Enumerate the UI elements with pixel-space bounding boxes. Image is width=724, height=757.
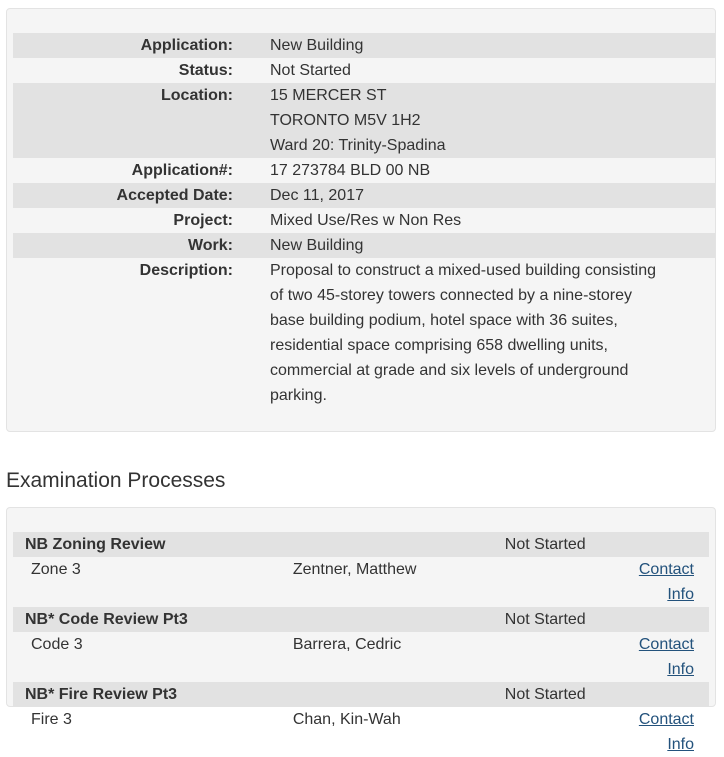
- description-line: Proposal to construct a mixed-used building consisting: [270, 262, 656, 279]
- detail-row-description: [13, 258, 715, 408]
- process-name: NB Zoning Review: [13, 532, 293, 557]
- process-zone: Code 3: [31, 636, 83, 653]
- process-detail-row: [13, 557, 709, 607]
- process-examiner: Zentner, Matthew: [292, 561, 417, 578]
- examination-processes-table: [13, 532, 709, 757]
- contact-info-link[interactable]: Contact Info: [638, 561, 694, 603]
- description-line: parking.: [270, 387, 327, 404]
- contact-info-link[interactable]: Contact Info: [638, 636, 694, 678]
- detail-row-status: [13, 58, 715, 83]
- detail-row-work: [13, 233, 715, 258]
- status-label: Status:: [178, 62, 233, 79]
- location-ward: Ward 20: Trinity-Spadina: [270, 137, 446, 154]
- detail-row-project: [13, 208, 715, 233]
- description-line: base building podium, hotel space with 36 suites,: [270, 312, 618, 329]
- description-line: commercial at grade and six levels of underground: [270, 362, 629, 379]
- process-status: Not Started: [505, 607, 639, 632]
- description-line: residential space comprising 658 dwelling units,: [270, 337, 608, 354]
- location-label: Location:: [13, 83, 233, 158]
- examination-processes-heading: Examination Processes: [6, 469, 226, 492]
- process-detail-row: [13, 632, 709, 682]
- process-examiner: Barrera, Cedric: [292, 636, 402, 653]
- examination-processes-panel: [6, 507, 716, 753]
- process-name: NB* Fire Review Pt3: [13, 682, 293, 707]
- process-header-row: [13, 532, 709, 557]
- process-zone: Zone 3: [31, 561, 81, 578]
- location-city: TORONTO M5V 1H2: [270, 112, 421, 129]
- accepted-date-label: Accepted Date:: [13, 183, 233, 208]
- application-label: Application:: [13, 33, 233, 58]
- contact-info-link[interactable]: Contact Info: [638, 711, 694, 753]
- process-header-row: [13, 682, 709, 707]
- work-value: New Building: [270, 233, 715, 258]
- application-number-value: 17 273784 BLD 00 NB: [270, 162, 431, 179]
- process-header-row: [13, 607, 709, 632]
- project-label: Project:: [173, 212, 233, 229]
- status-value: Not Started: [270, 62, 351, 79]
- detail-row-location: [13, 83, 715, 158]
- work-label: Work:: [13, 233, 233, 258]
- application-number-label: Application#:: [131, 162, 233, 179]
- description-value: [270, 258, 715, 408]
- description-line: of two 45-storey towers connected by a nine-storey: [270, 287, 632, 304]
- process-detail-row: [13, 707, 709, 757]
- application-value: New Building: [270, 33, 715, 58]
- detail-row-application: [13, 33, 715, 58]
- process-name: NB* Code Review Pt3: [13, 607, 293, 632]
- detail-row-application-number: [13, 158, 715, 183]
- description-label: Description:: [139, 262, 233, 279]
- process-status: Not Started: [505, 682, 639, 707]
- detail-row-accepted-date: [13, 183, 715, 208]
- accepted-date-value: Dec 11, 2017: [270, 183, 715, 208]
- process-zone: Fire 3: [31, 711, 72, 728]
- process-status: Not Started: [505, 532, 639, 557]
- project-value: Mixed Use/Res w Non Res: [270, 212, 462, 229]
- application-details-panel: [6, 8, 716, 432]
- process-examiner: Chan, Kin-Wah: [292, 711, 401, 728]
- location-value: [270, 83, 715, 158]
- location-street: 15 MERCER ST: [270, 87, 387, 104]
- application-details-table: [13, 33, 715, 408]
